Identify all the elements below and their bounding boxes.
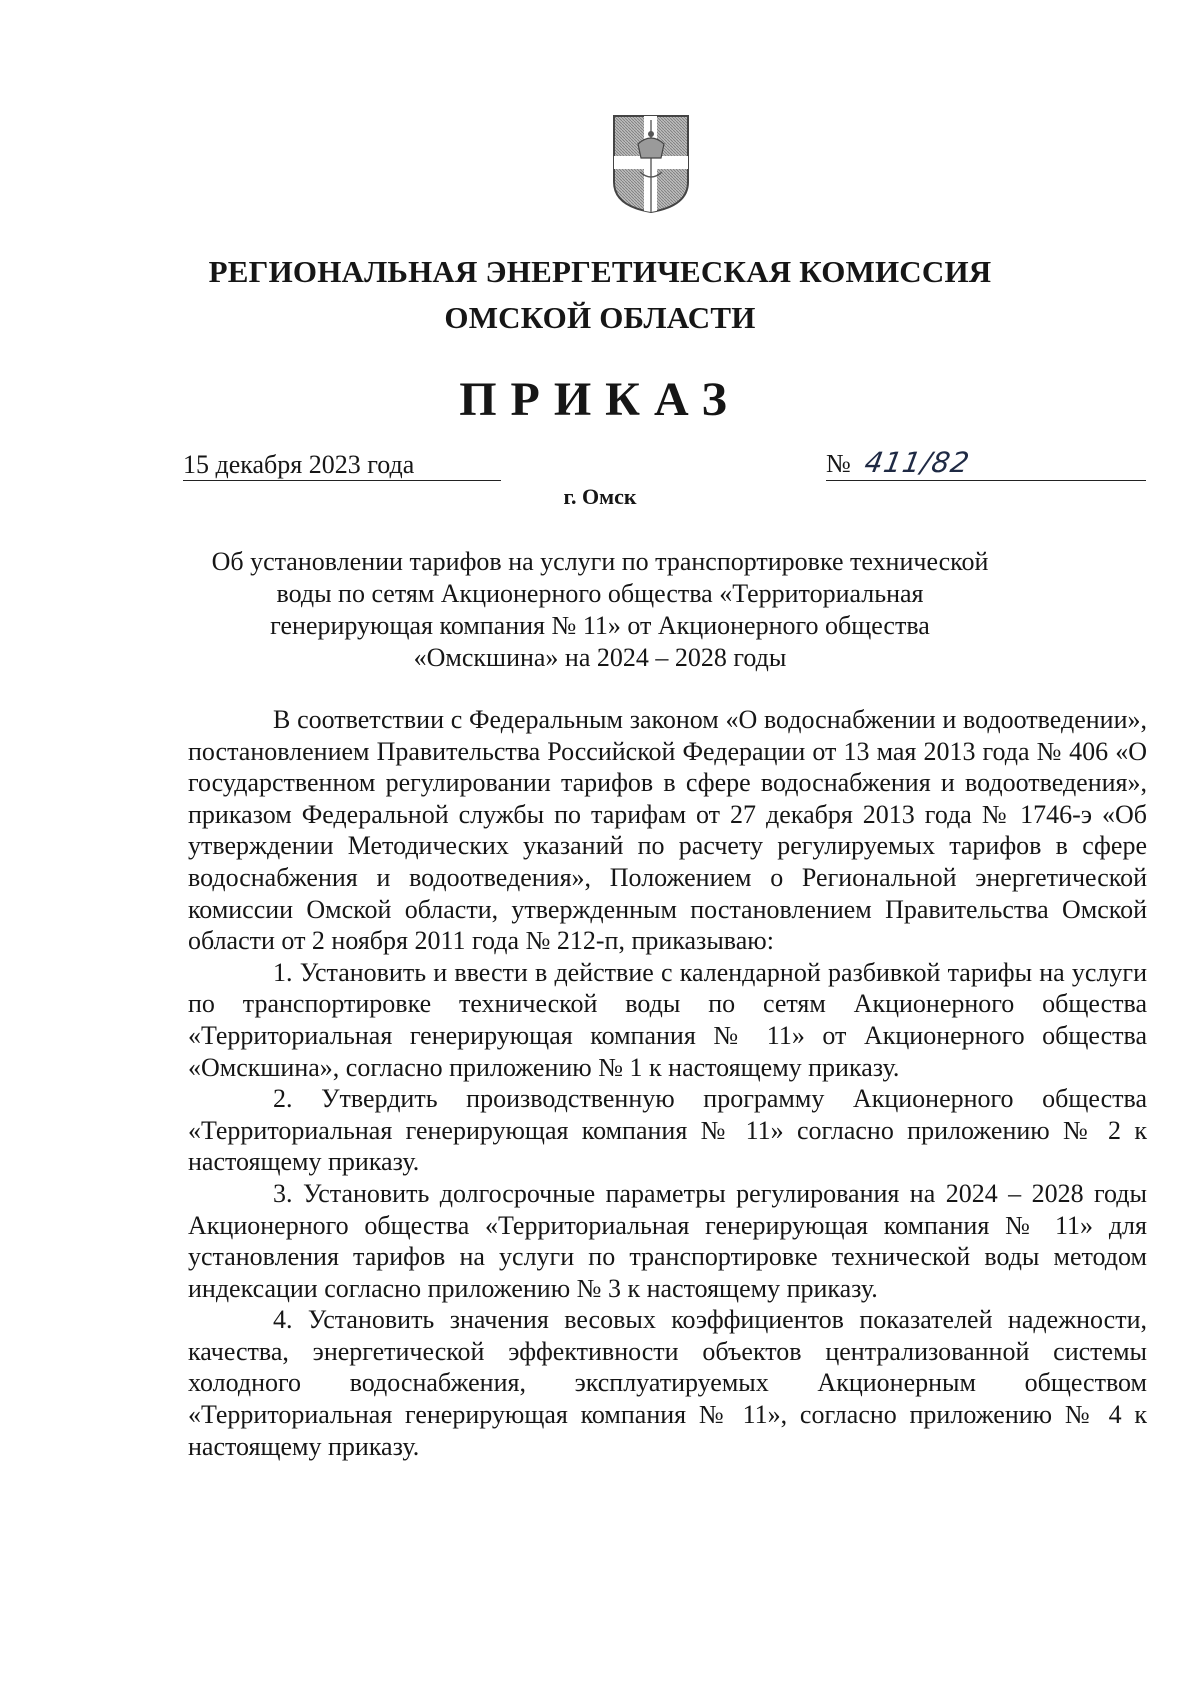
document-city: г. Омск [563,484,637,509]
order-item-1: 1. Установить и ввести в действие с календарной разбивкой тарифы на услуги по транспортировке технической воды по сетям Акционерного общества «Территориальная генерирующая компания № 11» от Акционерного общества «Омскшина», согласно приложению № 1 к настоящему приказу. [188,957,1147,1082]
document-date-field [183,450,501,481]
handwritten-document-number: 411/82 [861,446,973,479]
document-type-title: ПРИКАЗ [459,373,741,426]
organization-name-line-2: ОМСКОЙ ОБЛАСТИ [444,300,756,335]
number-label: № [826,449,851,478]
document-subject-title [200,546,1000,674]
organization-name-line-1: РЕГИОНАЛЬНАЯ ЭНЕРГЕТИЧЕСКАЯ КОМИССИЯ [208,254,992,289]
order-item-4: 4. Установить значения весовых коэффициентов показателей надежности, качества, энергетической эффективности объектов централизованной системы холодного водоснабжения, эксплуатируемых Акционерным обществом «Территориальная генерирующая компания № 11», согласно приложению № 4 к настоящему приказу. [188,1305,1147,1461]
document-body [188,704,1147,1462]
order-item-3: 3. Установить долгосрочные параметры регулирования на 2024 – 2028 годы Акционерного общества «Территориальная генерирующая компания № 11» для установления тарифов на услуги по транспортировке технической воды методом индексации согласно приложению № 3 к настоящему приказу. [188,1178,1147,1303]
title-line: «Омскшина» на 2024 – 2028 годы [413,643,787,672]
document-date: 15 декабря 2023 года [183,450,415,479]
document-number-field [826,446,1146,481]
title-line: Об установлении тарифов на услуги по транспортировке технической [211,547,989,576]
title-line: воды по сетям Акционерного общества «Территориальная [276,579,924,608]
title-line: генерирующая компания № 11» от Акционерного общества [270,611,930,640]
order-item-2: 2. Утвердить производственную программу Акционерного общества «Территориальная генерирующая компания № 11» согласно приложению № 2 к настоящему приказу. [188,1084,1147,1177]
coat-of-arms-icon [610,112,692,216]
preamble-paragraph: В соответствии с Федеральным законом «О водоснабжении и водоотведении», постановлением Правительства Российской Федерации от 13 мая 2013 года № 406 «О государственном регулировании тарифов в сфере водоснабжения и водоотведения», приказом Федеральной службы по тарифам от 27 декабря 2013 года № 1746-э «Об утверждении Методических указаний по расчету регулируемых тарифов в сфере водоснабжения и водоотведения», Положением о Региональной энергетической комиссии Омской области, утвержденным постановлением Правительства Омской области от 2 ноября 2011 года № 212-п, приказываю: [188,705,1147,956]
